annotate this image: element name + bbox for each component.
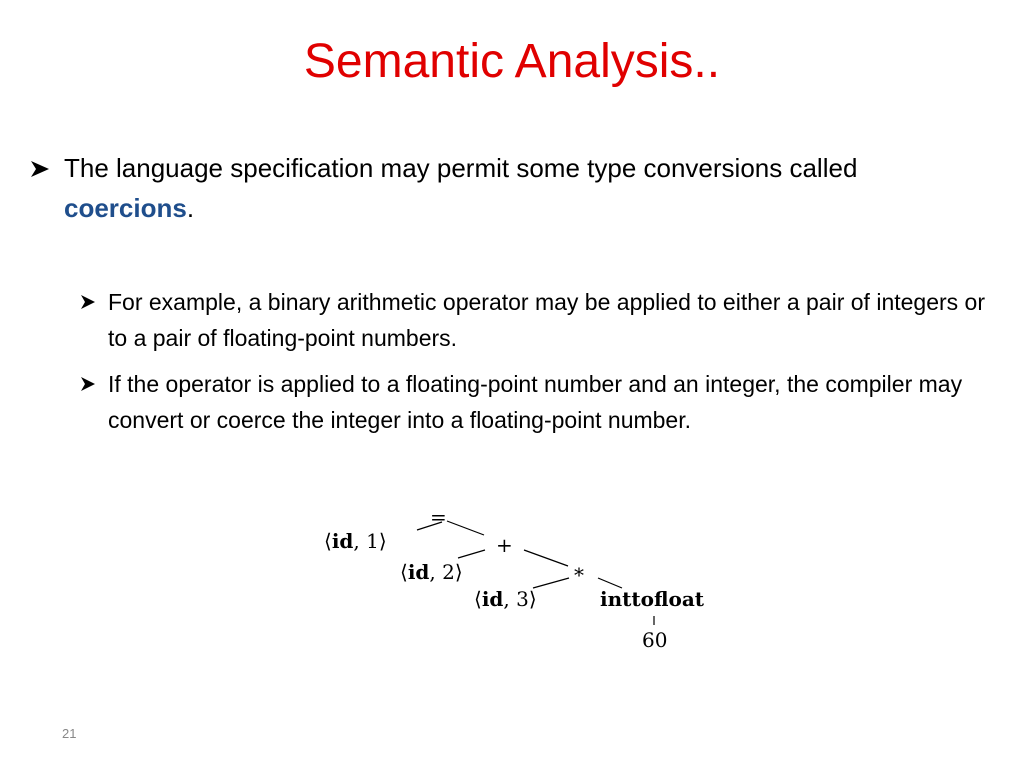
main-bullet-text <box>64 148 970 228</box>
sub-bullet-example-text: For example, a binary arithmetic operator may be applied to either a pair of integers or to a pair of floating-point numbers. <box>108 289 985 351</box>
main-bullet <box>30 148 970 228</box>
node-id3: ⟨id, 3⟩ <box>474 587 537 611</box>
edge-times-id3 <box>533 578 569 588</box>
node-id1: ⟨id, 1⟩ <box>324 529 387 553</box>
sub-bullet-example <box>80 284 990 356</box>
syntax-tree-diagram <box>320 500 720 660</box>
sub-bullet-coercion <box>80 366 990 438</box>
arrow-bullet-icon <box>80 376 96 392</box>
node-times: * <box>574 563 584 587</box>
node-literal: 60 <box>642 628 668 652</box>
edge-plus-id2 <box>458 550 485 558</box>
node-assign: = <box>430 505 447 529</box>
coercions-term: coercions <box>64 193 187 223</box>
slide-title: Semantic Analysis.. <box>303 35 721 88</box>
node-inttofloat: inttofloat <box>600 587 705 611</box>
edge-assign-plus <box>447 521 484 535</box>
main-bullet-text-before: The language specification may permit some type conversions called <box>64 153 858 183</box>
arrow-bullet-icon <box>80 294 96 310</box>
edge-plus-times <box>524 550 568 566</box>
sub-bullet-coercion-text: If the operator is applied to a floating-point number and an integer, the compiler may convert or coerce the integer into a floating-point number. <box>108 371 963 433</box>
arrow-bullet-icon <box>30 160 50 178</box>
page-number: 21 <box>62 726 77 741</box>
main-bullet-text-after: . <box>186 193 195 223</box>
node-plus: + <box>496 533 513 557</box>
node-id2: ⟨id, 2⟩ <box>400 560 463 584</box>
syntax-tree-svg <box>320 500 720 660</box>
